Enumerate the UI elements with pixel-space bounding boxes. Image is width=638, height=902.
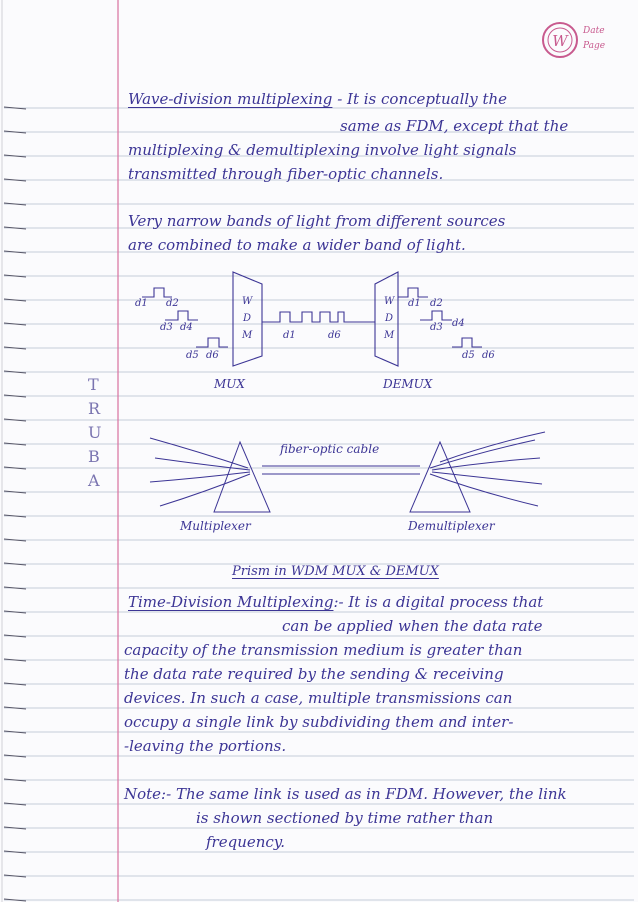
bands-line-2: are combined to make a wider band of light.	[128, 236, 466, 254]
svg-text:W: W	[552, 32, 568, 50]
tdm-line-4: the data rate required by the sending & receiving	[124, 665, 504, 683]
wdm-title: Wave-division multiplexing	[128, 90, 333, 108]
right-label-d2: d2	[430, 298, 443, 309]
label-d4: d4	[180, 322, 193, 333]
note-text-1: The same link is used as in FDM. However, the link	[175, 785, 567, 803]
wdm-definition-start: - It is conceptually the	[337, 90, 508, 108]
mux-letter-d: D	[243, 313, 252, 324]
note-line-3: frequency.	[206, 833, 286, 851]
label-d3: d3	[160, 322, 173, 333]
demux-letter-d: D	[385, 313, 394, 324]
bands-line-1: Very narrow bands of light from different sources	[128, 212, 506, 230]
demultiplexer-caption: Demultiplexer	[408, 519, 495, 533]
tdm-line-7: -leaving the portions.	[124, 737, 287, 755]
tdm-line-6: occupy a single link by subdividing them and inter-	[124, 713, 514, 731]
figure-caption: Prism in WDM MUX & DEMUX	[232, 564, 439, 579]
demux-caption: DEMUX	[383, 377, 433, 391]
right-label-d3: d3	[430, 322, 443, 333]
right-prism	[410, 442, 470, 512]
demux-letter-w: W	[384, 296, 395, 307]
tdm-line-2: can be applied when the data rate	[282, 617, 543, 635]
middle-label-d6: d6	[328, 330, 341, 341]
label-d2: d2	[166, 298, 179, 309]
label-d6: d6	[206, 350, 219, 361]
note-line-1	[124, 785, 567, 803]
mux-caption: MUX	[214, 377, 245, 391]
page-label: Page	[583, 41, 606, 51]
multiplexer-caption: Multiplexer	[180, 519, 251, 533]
margin-letter: T	[88, 375, 99, 394]
right-label-d4: d4	[452, 318, 465, 329]
label-d5: d5	[186, 350, 199, 361]
middle-label-d1: d1	[283, 330, 296, 341]
label-d1: d1	[135, 298, 148, 309]
demux-letter-m: M	[384, 330, 395, 341]
margin-letter: A	[88, 471, 100, 490]
wdm-line-4: transmitted through fiber-optic channels.	[128, 165, 444, 183]
margin-letter: U	[88, 423, 102, 442]
wdm-line-3: multiplexing & demultiplexing involve light signals	[128, 141, 517, 159]
wdm-line-2: same as FDM, except that the	[340, 117, 569, 135]
mux-letter-w: W	[242, 296, 253, 307]
margin-letter: R	[88, 399, 101, 418]
margin-letter: B	[88, 447, 100, 466]
right-label-d6: d6	[482, 350, 495, 361]
fiber-cable-label: fiber-optic cable	[280, 442, 380, 456]
tdm-heading-line	[128, 593, 543, 611]
right-label-d5: d5	[462, 350, 475, 361]
tdm-title: Time-Division Multiplexing	[128, 593, 334, 611]
right-label-d1: d1	[408, 298, 421, 309]
note-line-2: is shown sectioned by time rather than	[196, 809, 494, 827]
tdm-definition-start: :- It is a digital process that	[333, 593, 544, 611]
date-label: Date	[583, 26, 605, 36]
note-label: Note:-	[124, 785, 172, 803]
mux-letter-m: M	[242, 330, 253, 341]
tdm-line-3: capacity of the transmission medium is greater than	[124, 641, 523, 659]
tdm-line-5: devices. In such a case, multiple transmissions can	[124, 689, 513, 707]
